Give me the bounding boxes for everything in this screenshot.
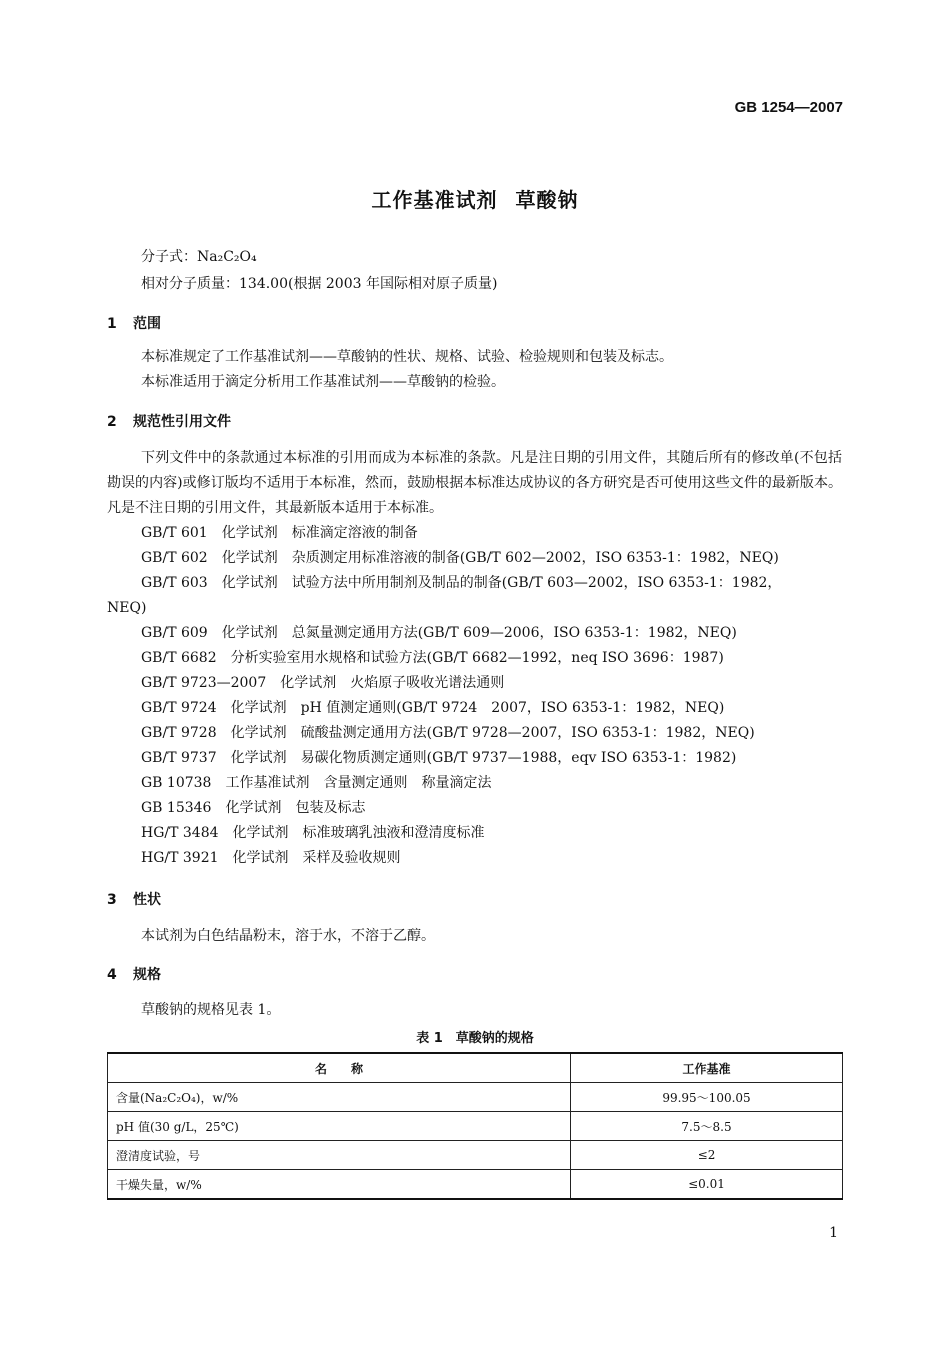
title-part-2: 草酸钠 <box>515 188 579 212</box>
row-value: ≤2 <box>571 1141 843 1170</box>
section-3-paragraph: 本试剂为白色结晶粉末，溶于水，不溶于乙醇。 <box>141 928 435 944</box>
section-2-heading <box>107 411 231 431</box>
table-caption: 表 1 草酸钠的规格 <box>416 1031 534 1046</box>
reference-item: GB/T 9724 化学试剂 pH 值测定通则(GB/T 9724 2007，ISO 6353-1：1982，NEQ) <box>141 700 725 716</box>
reference-item: HG/T 3484 化学试剂 标准玻璃乳浊液和澄清度标准 <box>141 825 485 841</box>
reference-item: GB/T 603 化学试剂 试验方法中所用制剂及制品的制备(GB/T 603—2002，ISO 6353-1：1982， NEQ) <box>107 575 782 616</box>
row-name: 澄清度试验，号 <box>108 1141 571 1170</box>
section-title: 范围 <box>133 316 161 332</box>
formula-label: 分子式： <box>141 249 197 265</box>
molecular-formula <box>141 246 257 266</box>
reference-item: GB/T 9723—2007 化学试剂 火焰原子吸收光谱法通则 <box>141 675 505 691</box>
row-name: pH 值(30 g/L，25℃) <box>108 1112 571 1141</box>
section-1-paragraph-1: 本标准规定了工作基准试剂——草酸钠的性状、规格、试验、检验规则和包装及标志。 <box>141 349 673 365</box>
section-title: 规格 <box>133 967 161 983</box>
reference-item: HG/T 3921 化学试剂 采样及验收规则 <box>141 850 401 866</box>
section-number: 2 <box>107 414 117 430</box>
section-number: 3 <box>107 892 117 908</box>
reference-item: GB/T 9728 化学试剂 硫酸盐测定通用方法(GB/T 9728—2007，ISO 6353-1：1982，NEQ) <box>141 725 755 741</box>
reference-item: GB/T 9737 化学试剂 易碳化物质测定通则(GB/T 9737—1988，eqv ISO 6353-1：1982) <box>141 750 737 766</box>
page-number: 1 <box>829 1225 838 1241</box>
section-title: 性状 <box>133 892 161 908</box>
section-1-paragraph-2: 本标准适用于滴定分析用工作基准试剂——草酸钠的检验。 <box>141 374 505 390</box>
reference-item: GB/T 609 化学试剂 总氮量测定通用方法(GB/T 609—2006，ISO 6353-1：1982，NEQ) <box>141 625 737 641</box>
table-row <box>108 1141 843 1170</box>
section-1-heading <box>107 313 161 333</box>
table-header-row <box>108 1053 843 1083</box>
row-value: 7.5～8.5 <box>571 1112 843 1141</box>
section-2-paragraph: 下列文件中的条款通过本标准的引用而成为本标准的条款。凡是注日期的引用文件，其随后所有的修改单(不包括勘误的内容)或修订版均不适用于本标准，然而，鼓励根据本标准达成协议的各方研究是否可使用这些文件的最新版本。凡是不注日期的引用文件，其最新版本适用于本标准。 <box>107 450 842 516</box>
reference-item: GB/T 6682 分析实验室用水规格和试验方法(GB/T 6682—1992，neq ISO 3696：1987) <box>141 650 724 666</box>
standard-code: GB 1254—2007 <box>734 99 843 116</box>
spec-table <box>107 1052 843 1200</box>
section-number: 1 <box>107 316 117 332</box>
row-name: 干燥失量，w/% <box>108 1170 571 1200</box>
row-value: ≤0.01 <box>571 1170 843 1200</box>
formula-value: Na₂C₂O₄ <box>197 249 257 265</box>
column-header-standard: 工作基准 <box>571 1053 843 1083</box>
title-part-1: 工作基准试剂 <box>371 188 498 212</box>
row-name: 含量(Na₂C₂O₄)，w/% <box>108 1083 571 1112</box>
section-title: 规范性引用文件 <box>133 414 231 430</box>
section-number: 4 <box>107 967 117 983</box>
page-title <box>0 184 950 213</box>
reference-list <box>107 521 842 871</box>
reference-item: GB/T 601 化学试剂 标准滴定溶液的制备 <box>141 525 418 541</box>
molecular-mass: 相对分子质量：134.00(根据 2003 年国际相对原子质量) <box>141 276 498 292</box>
section-4-paragraph: 草酸钠的规格见表 1。 <box>141 1002 281 1018</box>
reference-item: GB 10738 工作基准试剂 含量测定通则 称量滴定法 <box>141 775 492 791</box>
row-value: 99.95～100.05 <box>571 1083 843 1112</box>
column-header-name: 名 称 <box>108 1053 571 1083</box>
table-row <box>108 1112 843 1141</box>
table-row <box>108 1170 843 1200</box>
section-4-heading <box>107 964 161 984</box>
reference-item: GB/T 602 化学试剂 杂质测定用标准溶液的制备(GB/T 602—2002，ISO 6353-1：1982，NEQ) <box>141 550 779 566</box>
section-3-heading <box>107 889 161 909</box>
reference-item: GB 15346 化学试剂 包装及标志 <box>141 800 366 816</box>
table-row <box>108 1083 843 1112</box>
